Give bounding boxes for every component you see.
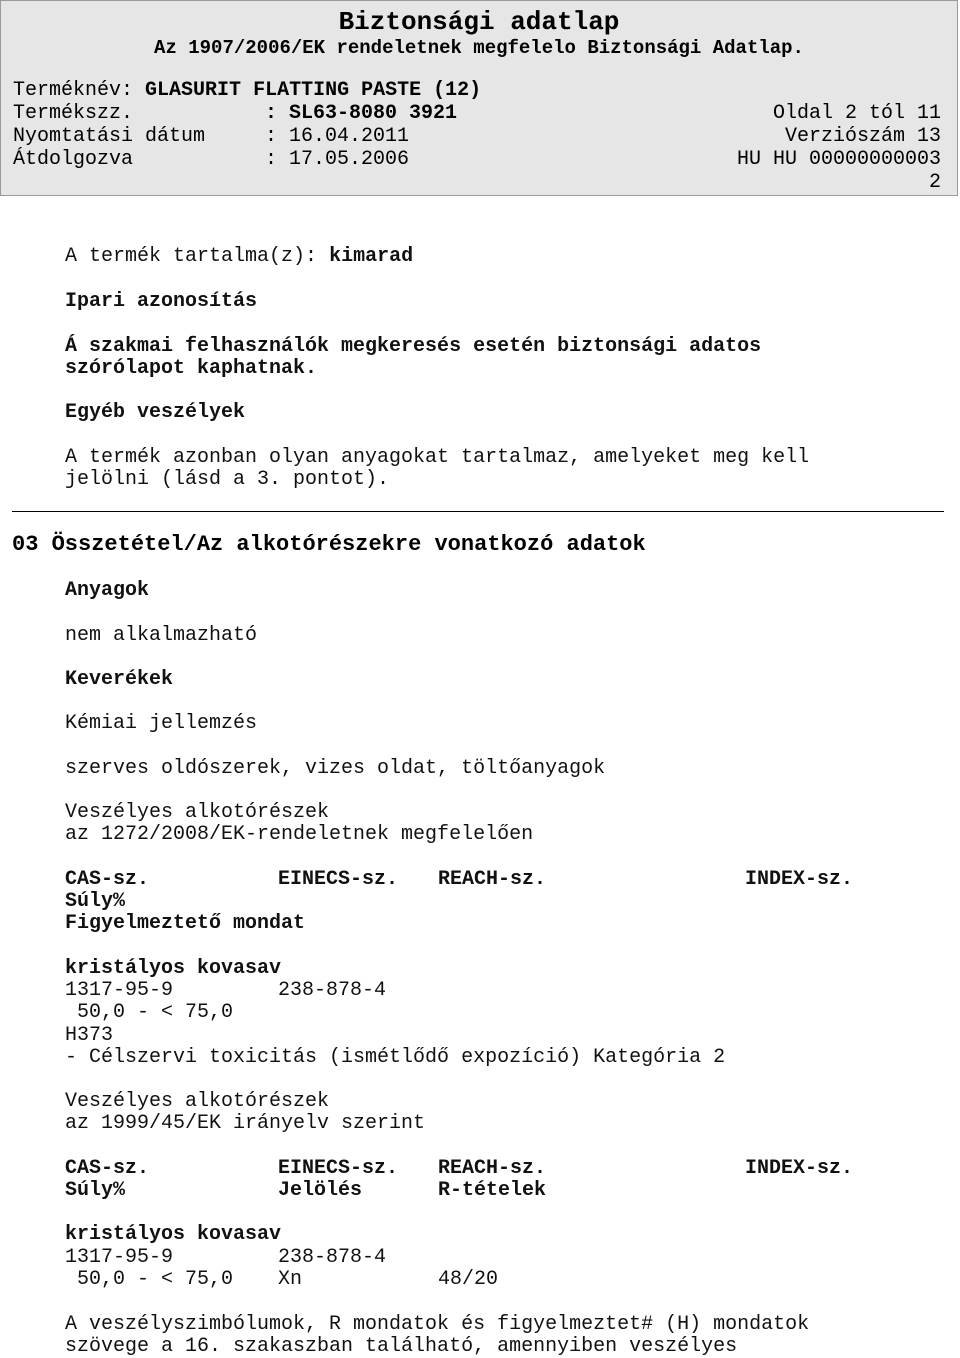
- mixtures-heading: Keverékek: [65, 668, 174, 691]
- substance-name-2: kristályos kovasav: [65, 1223, 282, 1246]
- footer-note-line1: A veszélyszimbólumok, R mondatok és figyelmeztet# (H) mondatok: [65, 1313, 810, 1336]
- revised-date: : 17.05.2006: [265, 148, 410, 171]
- marking-value: Xn: [278, 1268, 303, 1291]
- product-name-row: [13, 79, 481, 102]
- section-divider: [12, 511, 944, 512]
- cas-number-1: 1317-95-9: [65, 979, 174, 1002]
- hazard-code: H373: [65, 1024, 114, 1047]
- substance-name-1: kristályos kovasav: [65, 957, 282, 980]
- document-title: Biztonsági adatlap: [338, 7, 620, 37]
- print-date: : 16.04.2011: [265, 125, 410, 148]
- document-header: [0, 0, 958, 196]
- col-reach-2: REACH-sz.: [438, 1157, 547, 1180]
- contents-label: A termék tartalma(z):: [65, 245, 318, 268]
- einecs-number-2: 238-878-4: [278, 1246, 387, 1269]
- product-no-label: Termékszz.: [13, 102, 134, 125]
- document-code: HU HU 00000000003: [736, 148, 941, 171]
- other-hazards-text-line1: A termék azonban olyan anyagokat tartalmaz, amelyeket meg kell: [65, 446, 810, 469]
- other-hazards-text-line2: jelölni (lásd a 3. pontot).: [65, 468, 390, 491]
- page-info: Oldal 2 tól 11: [772, 102, 941, 125]
- col-weight-1: Súly%: [65, 890, 126, 913]
- substances-heading: Anyagok: [65, 579, 150, 602]
- print-date-label: Nyomtatási dátum: [13, 125, 206, 148]
- document-subtitle: Az 1907/2006/EK rendeletnek megfelelo Biztonsági Adatlap.: [154, 37, 804, 59]
- regulation-1272: az 1272/2008/EK-rendeletnek megfelelően: [65, 823, 534, 846]
- col-warning-statement: Figyelmeztető mondat: [65, 912, 306, 935]
- directive-1999-45: az 1999/45/EK irányelv szerint: [65, 1112, 426, 1135]
- einecs-number-1: 238-878-4: [278, 979, 387, 1002]
- col-cas-2: CAS-sz.: [65, 1157, 150, 1180]
- section-03-heading: 03 Összetétel/Az alkotórészekre vonatkozó adatok: [12, 532, 646, 557]
- footer-note-line2: szövege a 16. szakaszban található, amennyiben veszélyes: [65, 1335, 738, 1358]
- version-number: Verziószám 13: [784, 125, 941, 148]
- col-einecs-1: EINECS-sz.: [278, 868, 399, 891]
- product-no: : SL63-8080 3921: [265, 102, 458, 125]
- cas-number-2: 1317-95-9: [65, 1246, 174, 1269]
- industrial-id-heading: Ipari azonosítás: [65, 290, 258, 313]
- r-phrase-value: 48/20: [438, 1268, 499, 1291]
- document-code-suffix: 2: [928, 171, 941, 194]
- professional-note-line2: szórólapot kaphatnak.: [65, 357, 318, 380]
- substances-value: nem alkalmazható: [65, 624, 258, 647]
- weight-range-1: 50,0 - < 75,0: [65, 1001, 234, 1024]
- col-index-1: INDEX-sz.: [745, 868, 854, 891]
- col-weight-2: Súly%: [65, 1179, 126, 1202]
- col-marking: Jelölés: [278, 1179, 363, 1202]
- col-index-2: INDEX-sz.: [745, 1157, 854, 1180]
- chemical-characterization-value: szerves oldószerek, vizes oldat, töltőanyagok: [65, 757, 606, 780]
- hazard-description: - Célszervi toxicitás (ismétlődő expozíció) Kategória 2: [65, 1046, 726, 1069]
- col-reach-1: REACH-sz.: [438, 868, 547, 891]
- contents-value: kimarad: [329, 245, 414, 268]
- hazardous-components-label-2: Veszélyes alkotórészek: [65, 1090, 330, 1113]
- col-r-phrases: R-tételek: [438, 1179, 547, 1202]
- contents-row: [65, 245, 413, 268]
- product-name: GLASURIT FLATTING PASTE (12): [145, 79, 482, 102]
- product-name-label: Terméknév:: [13, 79, 134, 102]
- chemical-characterization-label: Kémiai jellemzés: [65, 712, 258, 735]
- hazardous-components-label-1: Veszélyes alkotórészek: [65, 801, 330, 824]
- professional-note-line1: Á szakmai felhasználók megkeresés esetén biztonsági adatos: [65, 335, 762, 358]
- col-einecs-2: EINECS-sz.: [278, 1157, 399, 1180]
- revised-label: Átdolgozva: [13, 148, 134, 171]
- weight-range-2: 50,0 - < 75,0: [65, 1268, 234, 1291]
- col-cas-1: CAS-sz.: [65, 868, 150, 891]
- other-hazards-heading: Egyéb veszélyek: [65, 401, 246, 424]
